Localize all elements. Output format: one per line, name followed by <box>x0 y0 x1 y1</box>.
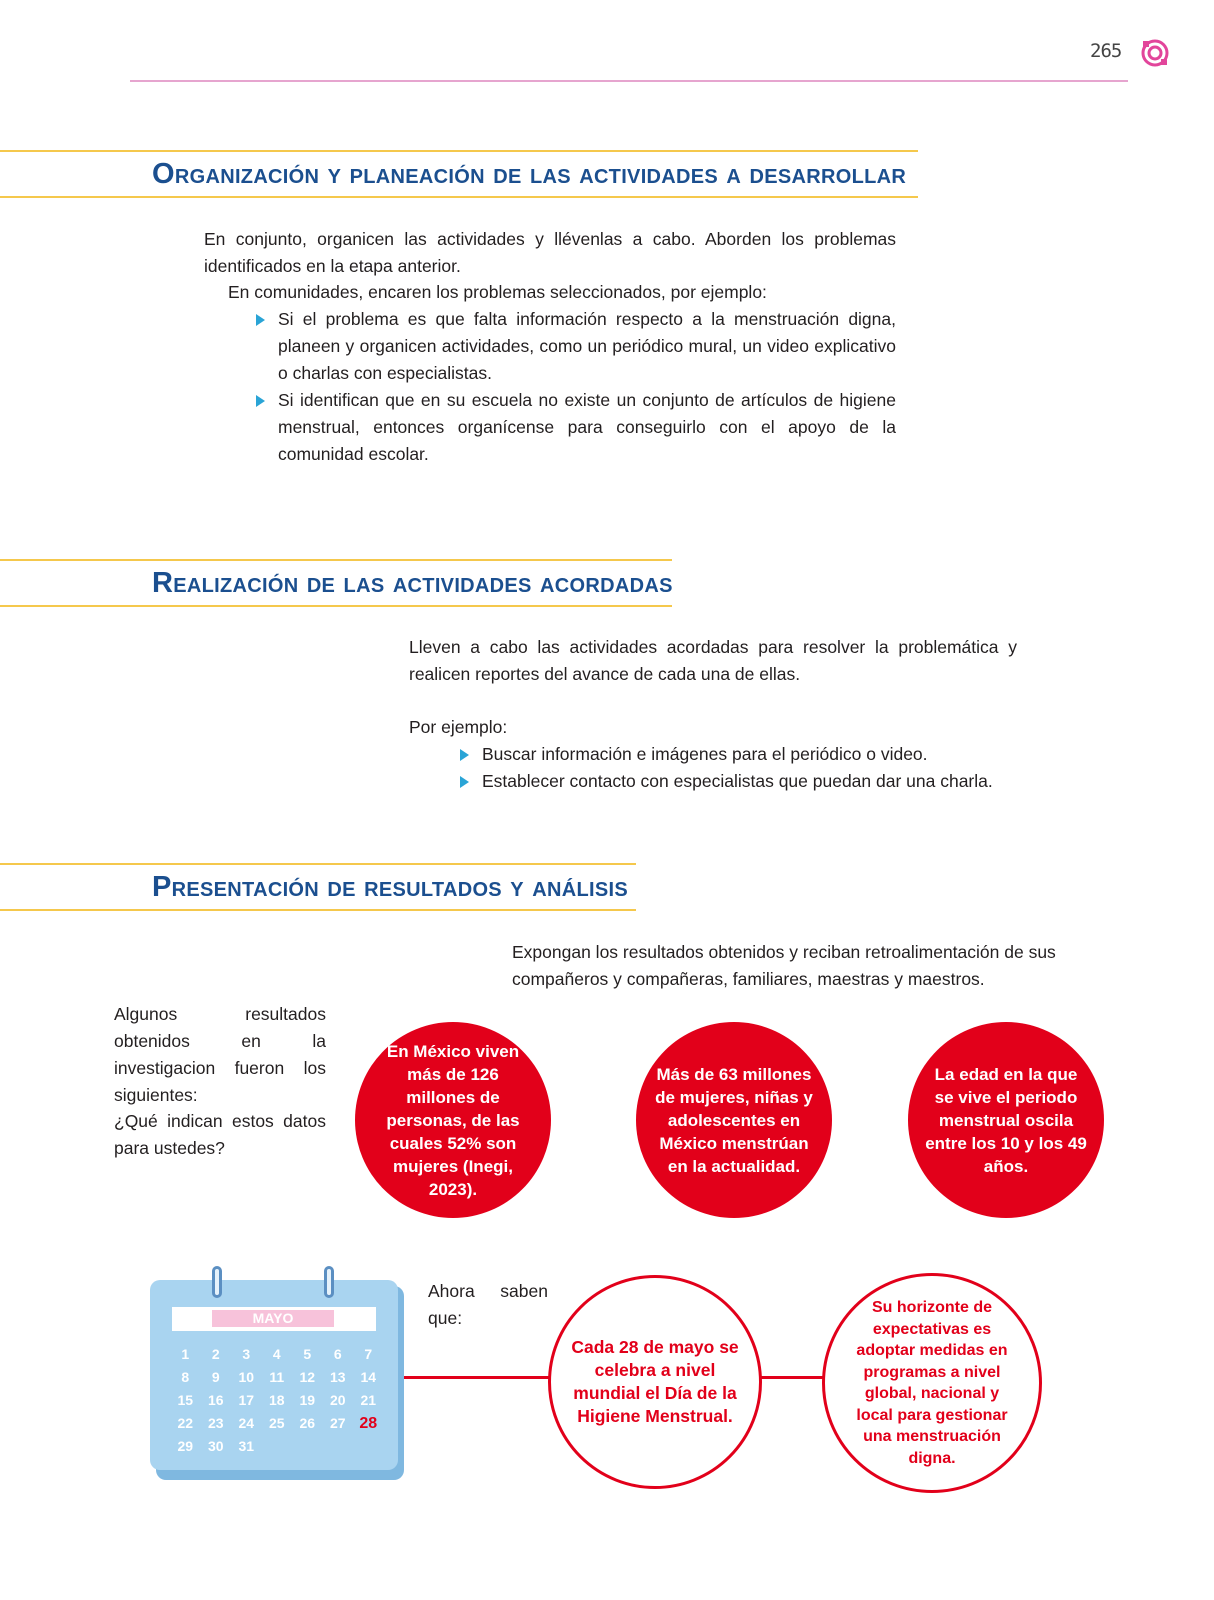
calendar-day: 1 <box>181 1346 190 1362</box>
calendar-day-grid <box>170 1346 390 1461</box>
calendar-day: 31 <box>238 1438 255 1454</box>
calendar-day: 22 <box>177 1415 194 1431</box>
list-item-text: Buscar información e imágenes para el periódico o video. <box>482 744 928 764</box>
calendar-day: 26 <box>299 1415 316 1431</box>
section-header-presentacion <box>0 863 636 911</box>
section1-bullet-list <box>256 306 896 468</box>
calendar-day: 14 <box>360 1369 377 1385</box>
calendar-day: 23 <box>207 1415 224 1431</box>
connector-line <box>404 1376 552 1379</box>
calendar-day: 12 <box>299 1369 316 1385</box>
fact-text: En México viven más de 126 millones de personas, de las cuales 52% son mujeres (Inegi, 2023). <box>386 1041 520 1199</box>
section2-intro: Lleven a cabo las actividades acordadas para resolver la problemática y realicen reportes del avance de cada una de ellas. <box>409 637 1017 684</box>
fact-text: Más de 63 millones de mujeres, niñas y adolescentes en México menstrúan en la actualidad. <box>655 1064 813 1176</box>
calendar-day: 20 <box>329 1392 346 1408</box>
ring-text: Cada 28 de mayo se celebra a nivel mundial el Día de la Higiene Menstrual. <box>571 1337 739 1426</box>
calendar-day: 2 <box>211 1346 220 1362</box>
section-title: Presentación de resultados y análisis <box>152 871 629 903</box>
section1-intro: En conjunto, organicen las actividades y llévenlas a cabo. Aborden los problemas identificados en la etapa anterior. <box>204 229 896 276</box>
calendar-week <box>170 1369 390 1392</box>
calendar-day: 5 <box>303 1346 312 1362</box>
calendar-ring <box>324 1266 334 1298</box>
calendar-day: 29 <box>177 1438 194 1454</box>
calendar-illustration <box>150 1280 402 1480</box>
page-number: 265 <box>1090 40 1122 62</box>
calendar-day: 18 <box>268 1392 285 1408</box>
triangle-bullet-icon <box>460 749 469 761</box>
calendar-day: 7 <box>364 1346 373 1362</box>
fact-circle-population <box>355 1022 551 1218</box>
calendar-day: 24 <box>238 1415 255 1431</box>
fact-ring-hygiene-day <box>548 1275 762 1489</box>
calendar-day: 3 <box>242 1346 251 1362</box>
calendar-week <box>170 1438 390 1461</box>
list-item <box>256 306 896 387</box>
calendar-day: 19 <box>299 1392 316 1408</box>
fact-circle-menstruating <box>636 1022 832 1218</box>
calendar-day: 17 <box>238 1392 255 1408</box>
triangle-bullet-icon <box>460 776 469 788</box>
fact-text: La edad en la que se vive el periodo menstrual oscila entre los 10 y los 49 años. <box>925 1064 1087 1176</box>
calendar-month-label: MAYO <box>212 1310 334 1327</box>
triangle-bullet-icon <box>256 395 265 407</box>
section-header-organizacion <box>0 150 918 198</box>
calendar-day: 9 <box>211 1369 220 1385</box>
ring-text: Su horizonte de expectativas es adoptar medidas en programas a nivel global, nacional y local para gestionar una menstruación digna. <box>856 1299 1008 1467</box>
spiral-ornament-icon <box>1140 38 1170 68</box>
list-item <box>256 387 896 468</box>
list-item-text: Establecer contacto con especialistas que puedan dar una charla. <box>482 771 993 791</box>
calendar-day: 30 <box>207 1438 224 1454</box>
calendar-day: 21 <box>360 1392 377 1408</box>
fact-ring-expectations <box>822 1273 1042 1493</box>
calendar-ring <box>212 1266 222 1298</box>
section-header-realizacion <box>0 559 672 607</box>
calendar-day: 4 <box>272 1346 281 1362</box>
results-intro-text: Algunos resultados obtenidos en la investigacion fueron los siguientes: <box>114 1004 326 1105</box>
calendar-day: 15 <box>177 1392 194 1408</box>
question-text: ¿Qué indican estos datos para ustedes? <box>114 1111 326 1158</box>
connector-line <box>758 1376 830 1379</box>
list-item-text: Si el problema es que falta información respecto a la menstruación digna, planeen y organicen actividades, como un periódico mural, un video explicativo o charlas con especialistas. <box>278 309 896 383</box>
section2-bullet-list <box>460 741 1040 795</box>
fact-circle-age-range <box>908 1022 1104 1218</box>
calendar-day: 6 <box>333 1346 342 1362</box>
calendar-day: 27 <box>329 1415 346 1431</box>
calendar-month-bar <box>172 1307 376 1331</box>
triangle-bullet-icon <box>256 314 265 326</box>
calendar-day: 16 <box>207 1392 224 1408</box>
list-item <box>460 768 1040 795</box>
section1-lead: En comunidades, encaren los problemas seleccionados, por ejemplo: <box>228 282 767 302</box>
calendar-day: 25 <box>268 1415 285 1431</box>
calendar-week <box>170 1346 390 1369</box>
calendar-day: 11 <box>269 1369 285 1385</box>
section-title: Realización de las actividades acordadas <box>152 567 673 599</box>
calendar-day: 10 <box>238 1369 255 1385</box>
section2-lead: Por ejemplo: <box>409 717 508 737</box>
section3-intro: Expongan los resultados obtenidos y reciban retroalimentación de sus compañeros y compañeras, familiares, maestras y maestros. <box>512 942 1056 989</box>
calendar-week <box>170 1392 390 1415</box>
calendar-day: 8 <box>181 1369 190 1385</box>
calendar-week <box>170 1415 390 1438</box>
now-know-text: Ahora saben que: <box>428 1281 548 1328</box>
calendar-day-highlighted: 28 <box>359 1415 378 1432</box>
list-item <box>460 741 1040 768</box>
calendar-day: 13 <box>329 1369 346 1385</box>
section-title: Organización y planeación de las actividades a desarrollar <box>152 158 907 190</box>
header-rule <box>130 80 1128 82</box>
list-item-text: Si identifican que en su escuela no existe un conjunto de artículos de higiene menstrual, entonces organícense para conseguirlo con el apoyo de la comunidad escolar. <box>278 390 896 464</box>
